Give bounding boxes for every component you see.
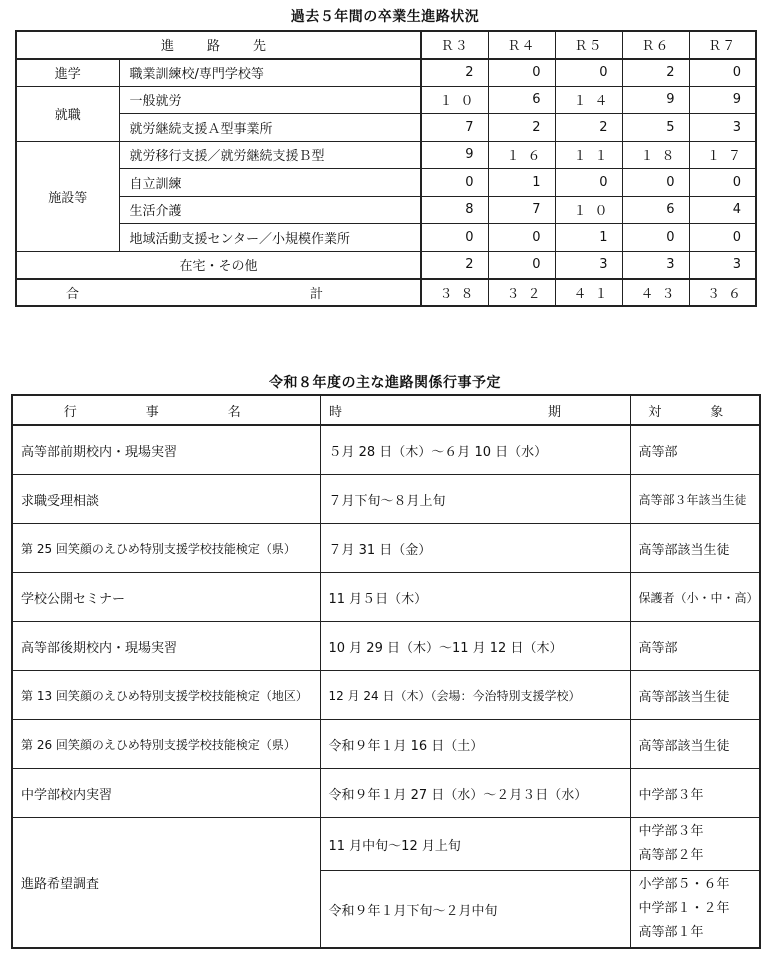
table-row <box>12 573 760 622</box>
table-row <box>16 196 756 224</box>
value-cell: 3 <box>689 114 756 142</box>
table-row <box>12 671 760 720</box>
period-cell: 令和９年１月下旬～２月中旬 <box>320 871 630 949</box>
event-cell: 高等部後期校内・現場実習 <box>12 622 320 671</box>
table-row <box>16 86 756 114</box>
period-cell: 11 月５日（木） <box>320 573 630 622</box>
value-cell: 4 <box>689 196 756 224</box>
period-cell: 令和９年１月 27 日（水）～２月３日（水） <box>320 769 630 818</box>
value-cell: １０ <box>555 196 622 224</box>
value-cell: 0 <box>421 224 488 252</box>
total-value-cell: ３８ <box>421 279 488 307</box>
target-cell: 高等部該当生徒 <box>630 524 760 573</box>
header-year: Ｒ５ <box>555 31 622 59</box>
value-cell: 0 <box>488 251 555 279</box>
event-cell: 中学部校内実習 <box>12 769 320 818</box>
table-row <box>12 720 760 769</box>
value-cell: 0 <box>555 59 622 87</box>
value-cell: 3 <box>555 251 622 279</box>
target-cell: 高等部該当生徒 <box>630 671 760 720</box>
total-label: 合 計 <box>16 279 421 307</box>
header-year: Ｒ６ <box>622 31 689 59</box>
value-cell: １６ <box>488 141 555 169</box>
value-cell: 0 <box>488 224 555 252</box>
value-cell: 8 <box>421 196 488 224</box>
value-cell: １４ <box>555 86 622 114</box>
period-cell: ７月下旬～８月上旬 <box>320 475 630 524</box>
value-cell: 0 <box>689 59 756 87</box>
value-cell: 2 <box>488 114 555 142</box>
value-cell: 0 <box>421 169 488 197</box>
total-value-cell: ４３ <box>622 279 689 307</box>
item-cell: 生活介護 <box>119 196 421 224</box>
target-cell <box>630 818 760 871</box>
value-cell: 0 <box>622 169 689 197</box>
target-line: 中学部１・２年 <box>638 901 730 916</box>
event-cell: 進路希望調査 <box>12 818 320 949</box>
header-destination: 進 路 先 <box>16 31 421 59</box>
value-cell: 2 <box>421 59 488 87</box>
period-cell: ７月 31 日（金） <box>320 524 630 573</box>
value-cell: 0 <box>622 224 689 252</box>
event-cell: 高等部前期校内・現場実習 <box>12 425 320 475</box>
target-line: 中学部３年 <box>638 824 704 839</box>
value-cell: 6 <box>488 86 555 114</box>
target-cell: 高等部該当生徒 <box>630 720 760 769</box>
period-cell: 10 月 29 日（木）～11 月 12 日（木） <box>320 622 630 671</box>
value-cell: 7 <box>488 196 555 224</box>
table-row-other <box>16 251 756 279</box>
event-cell: 学校公開セミナー <box>12 573 320 622</box>
period-cell: 令和９年１月 16 日（土） <box>320 720 630 769</box>
table-row-survey <box>12 818 760 871</box>
table-row <box>16 114 756 142</box>
target-line: 高等部１年 <box>638 925 704 940</box>
value-cell: 6 <box>622 196 689 224</box>
table-row <box>16 141 756 169</box>
category-cell: 施設等 <box>16 141 119 251</box>
table1-header-row <box>16 31 756 59</box>
period-cell: 11 月中旬～12 月上旬 <box>320 818 630 871</box>
target-line: 小学部５・６年 <box>638 877 730 892</box>
table-row <box>12 524 760 573</box>
target-cell: 高等部３年該当生徒 <box>630 475 760 524</box>
value-cell: 0 <box>488 59 555 87</box>
header-year: Ｒ７ <box>689 31 756 59</box>
event-cell: 第 13 回笑顔のえひめ特別支援学校技能検定（地区） <box>12 671 320 720</box>
table-row <box>16 224 756 252</box>
table-row <box>12 769 760 818</box>
header-year: Ｒ３ <box>421 31 488 59</box>
value-cell: 2 <box>555 114 622 142</box>
value-cell: 7 <box>421 114 488 142</box>
table2-title: 令和８年度の主な進路関係行事予定 <box>269 375 501 391</box>
value-cell: 1 <box>555 224 622 252</box>
header-event: 行 事 名 <box>12 395 320 425</box>
table1-title: 過去５年間の卒業生進路状況 <box>290 9 480 25</box>
header-target: 対 象 <box>630 395 760 425</box>
target-cell: 中学部３年 <box>630 769 760 818</box>
value-cell: １７ <box>689 141 756 169</box>
category-cell: 就職 <box>16 86 119 141</box>
value-cell: 9 <box>421 141 488 169</box>
item-cell: 職業訓練校/専門学校等 <box>119 59 421 87</box>
value-cell: 5 <box>622 114 689 142</box>
target-cell: 高等部 <box>630 425 760 475</box>
value-cell: 0 <box>689 169 756 197</box>
item-cell: 地域活動支援センター／小規模作業所 <box>119 224 421 252</box>
table-row <box>12 425 760 475</box>
value-cell: 9 <box>689 86 756 114</box>
value-cell: １１ <box>555 141 622 169</box>
header-period: 時 期 <box>320 395 630 425</box>
value-cell: 9 <box>622 86 689 114</box>
period-cell: ５月 28 日（木）～６月 10 日（水） <box>320 425 630 475</box>
target-cell: 高等部 <box>630 622 760 671</box>
career-events-schedule-table <box>11 394 761 949</box>
event-cell: 求職受理相談 <box>12 475 320 524</box>
target-line: 高等部２年 <box>638 848 704 863</box>
total-value-cell: ３６ <box>689 279 756 307</box>
value-cell: 1 <box>488 169 555 197</box>
other-label: 在宅・その他 <box>16 251 421 279</box>
total-value-cell: ４１ <box>555 279 622 307</box>
value-cell: 2 <box>421 251 488 279</box>
table-row <box>12 475 760 524</box>
value-cell: 0 <box>689 224 756 252</box>
target-cell: 保護者（小・中・高） <box>630 573 760 622</box>
event-cell: 第 26 回笑顔のえひめ特別支援学校技能検定（県） <box>12 720 320 769</box>
total-value-cell: ３２ <box>488 279 555 307</box>
table-row <box>16 59 756 87</box>
table-row-total <box>16 279 756 307</box>
table-row <box>12 622 760 671</box>
period-cell: 12 月 24 日（木）（会場：今治特別支援学校） <box>320 671 630 720</box>
item-cell: 一般就労 <box>119 86 421 114</box>
value-cell: 3 <box>622 251 689 279</box>
item-cell: 就労移行支援／就労継続支援Ｂ型 <box>119 141 421 169</box>
graduate-destination-table <box>15 30 757 307</box>
table-row <box>16 169 756 197</box>
value-cell: 2 <box>622 59 689 87</box>
event-cell: 第 25 回笑顔のえひめ特別支援学校技能検定（県） <box>12 524 320 573</box>
item-cell: 就労継続支援Ａ型事業所 <box>119 114 421 142</box>
value-cell: 3 <box>689 251 756 279</box>
value-cell: 0 <box>555 169 622 197</box>
header-year: Ｒ４ <box>488 31 555 59</box>
value-cell: １８ <box>622 141 689 169</box>
value-cell: １０ <box>421 86 488 114</box>
item-cell: 自立訓練 <box>119 169 421 197</box>
target-cell <box>630 871 760 949</box>
table2-header-row <box>12 395 760 425</box>
category-cell: 進学 <box>16 59 119 87</box>
